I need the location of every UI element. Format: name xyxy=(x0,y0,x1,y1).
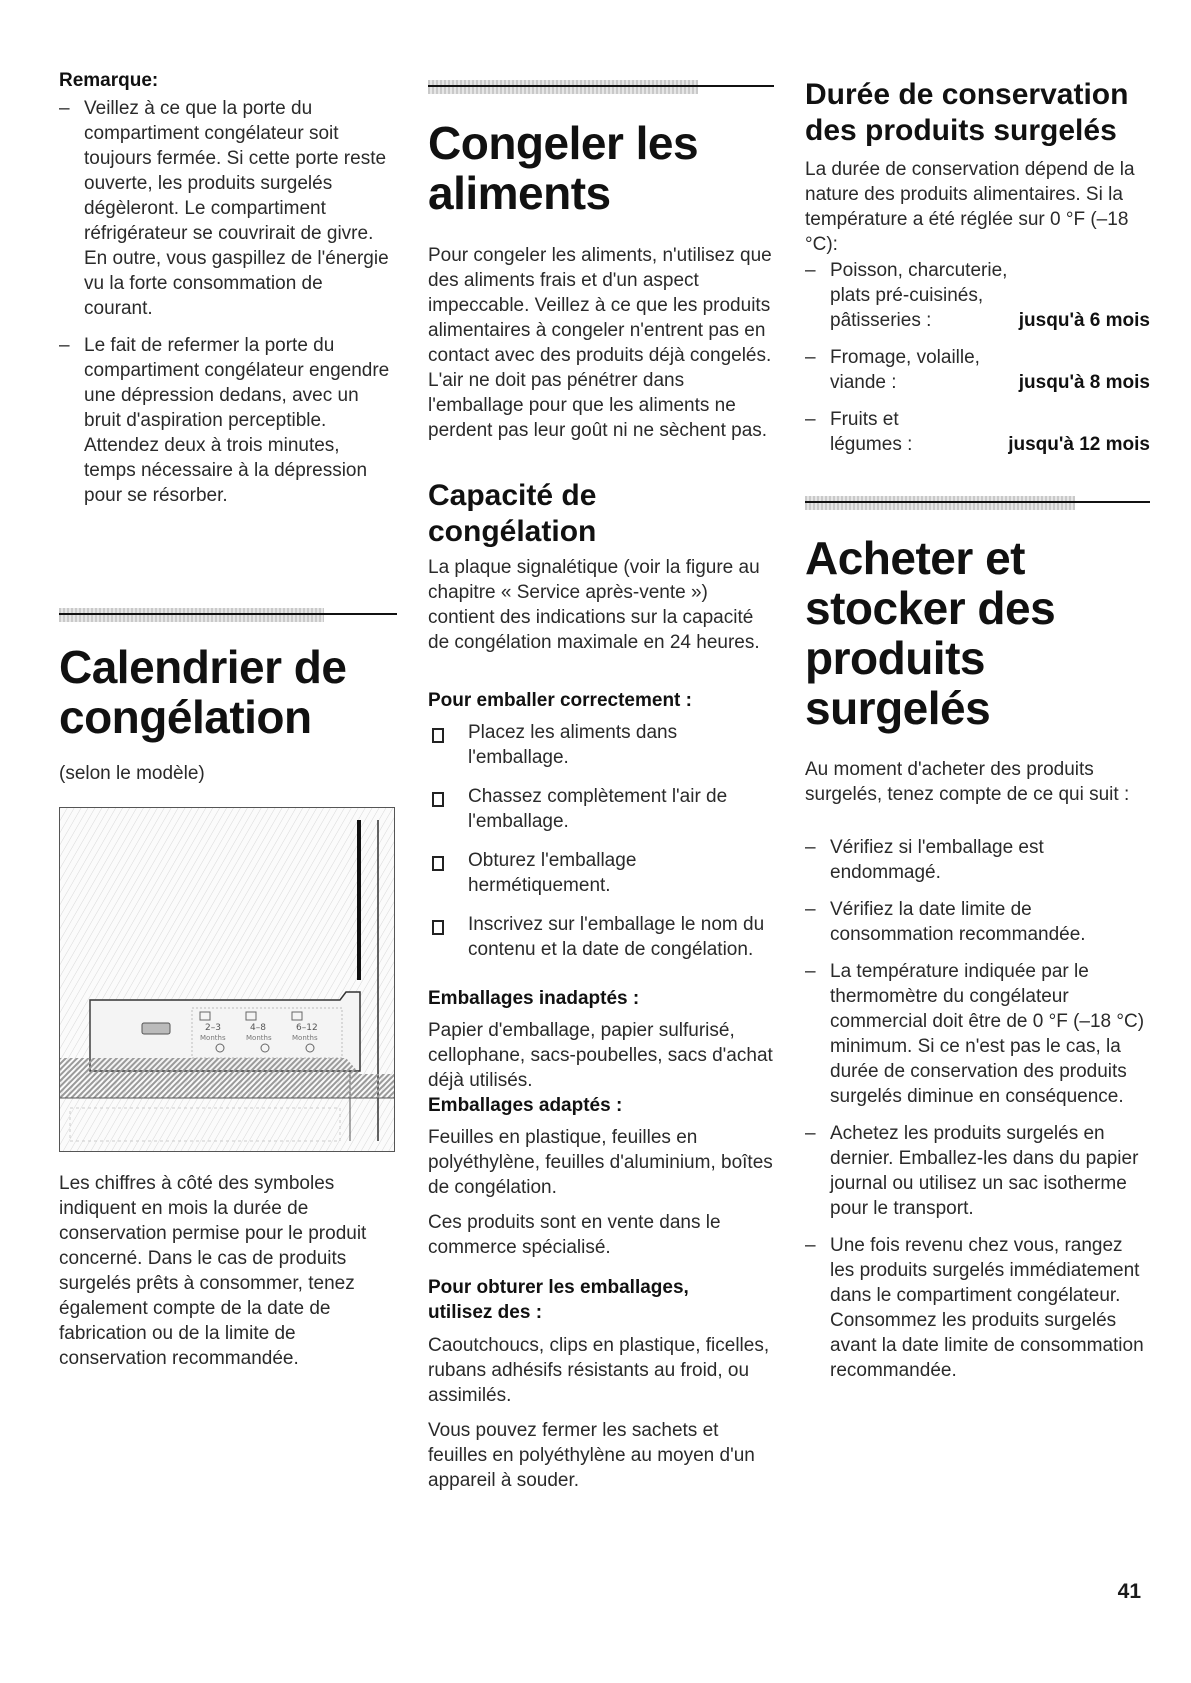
months-unit-2: Months xyxy=(246,1034,272,1042)
list-item xyxy=(428,912,773,962)
list-item: – Vérifiez si l'emballage est endommagé. xyxy=(805,835,1150,885)
list-item: – Le fait de refermer la porte du compartiment congélateur engendre une dépression dedans, avec un bruit d'aspiration perceptible. Attendez deux à trois minutes, temps nécessaire à la dépression pour se résorber. xyxy=(59,333,394,508)
months-label-1: 2–3 xyxy=(205,1023,221,1033)
title-line: surgelés xyxy=(805,682,991,734)
list-item xyxy=(805,407,1150,457)
duration-row xyxy=(830,308,1150,333)
pack-block xyxy=(428,690,773,976)
close-note: Vous pouvez fermer les sachets et feuilles en polyéthylène au moyen d'un appareil à souder. xyxy=(428,1420,755,1491)
close-block xyxy=(428,1275,773,1493)
freezer-door-illustration xyxy=(60,808,395,1152)
title-line: aliments xyxy=(428,167,611,219)
section-rule xyxy=(805,501,1150,503)
food-label: pâtisseries : xyxy=(830,310,932,331)
unsuitable-title: Emballages inadaptés : xyxy=(428,988,640,1009)
months-unit-1: Months xyxy=(200,1034,226,1042)
close-title xyxy=(428,1275,773,1325)
remark-list xyxy=(59,96,394,508)
checkbox-bullet-icon xyxy=(432,792,444,807)
capacity-text: La plaque signalétique (voir la figure au chapitre « Service après-vente ») contient des indications sur la capacité de congélation maximale en 24 heures. xyxy=(428,557,760,653)
checkbox-bullet-icon xyxy=(432,920,444,935)
section-rule-shade xyxy=(805,496,1075,510)
title-line: Acheter et xyxy=(805,532,1025,584)
checkbox-bullet-icon xyxy=(432,728,444,743)
duration-intro: La durée de conservation dépend de la nature des produits alimentaires. Si la température a été réglée sur 0 °F (–18 °C): xyxy=(805,159,1135,255)
duration-title xyxy=(805,77,1150,149)
title-line: des produits surgelés xyxy=(805,114,1117,147)
list-item-text: Placez les aliments dans l'emballage. xyxy=(468,722,678,768)
list-item-text: – Fromage, volaille, xyxy=(830,347,980,368)
title-line: produits xyxy=(805,632,985,684)
duration-row xyxy=(830,432,1150,457)
months-unit-3: Months xyxy=(292,1034,318,1042)
unsuitable-block xyxy=(428,988,773,1093)
suitable-block xyxy=(428,1095,773,1260)
months-label-2: 4–8 xyxy=(250,1023,266,1033)
title-line: Congeler les xyxy=(428,117,699,169)
section-rule xyxy=(59,613,397,615)
checkbox-bullet-icon xyxy=(432,856,444,871)
pack-title: Pour emballer correctement : xyxy=(428,690,692,711)
buy-list xyxy=(805,835,1150,1395)
unsuitable-text: Papier d'emballage, papier sulfurisé, cellophane, sacs-poubelles, sacs d'achat déjà utilisés. xyxy=(428,1020,773,1091)
list-item-text: Obturez l'emballage hermétiquement. xyxy=(468,850,637,896)
list-item: – Vérifiez la date limite de consommation recommandée. xyxy=(805,897,1150,947)
suitable-title: Emballages adaptés : xyxy=(428,1095,623,1116)
list-item-text: plats pré-cuisinés, xyxy=(830,285,984,306)
section-rule xyxy=(428,85,774,87)
title-line: Durée de conservation xyxy=(805,78,1129,111)
freeze-intro: Pour congeler les aliments, n'utilisez que des aliments frais et d'un aspect impeccable. Veillez à ce que les produits alimentaires à congeler n'entrent pas en contact avec des produits déjà congelés. L'air ne doit pas pénétrer dans l'emballage pour que les aliments ne perdent pas leur goût ni ne sèchent pas. xyxy=(428,245,772,441)
list-item: – La température indiquée par le thermomètre du congélateur commercial doit être de 0 °F (–18 °C) minimum. Si ce n'est pas le cas, la durée de conservation des produits surgelés diminue en conséquence. xyxy=(805,959,1150,1109)
duration-value: jusqu'à 6 mois xyxy=(1018,310,1150,331)
calendar-subtitle: (selon le modèle) xyxy=(59,763,205,784)
buy-intro: Au moment d'acheter des produits surgelés, tenez compte de ce qui suit : xyxy=(805,759,1130,805)
duration-list xyxy=(805,258,1150,469)
section-rule-shade xyxy=(428,80,698,94)
calendar-description: Les chiffres à côté des symboles indiquent en mois la durée de conservation permise pour le produit concerné. Dans le cas de produits surgelés prêts à consommer, tenez également compte de la date de fabrication ou de la limite de conservation recommandée. xyxy=(59,1173,367,1369)
title-line: stocker des xyxy=(805,582,1056,634)
list-item xyxy=(428,848,773,898)
capacity-title xyxy=(428,478,773,550)
list-item-text: Chassez complètement l'air de l'emballage. xyxy=(468,786,728,832)
list-item xyxy=(805,345,1150,395)
list-item xyxy=(428,720,773,770)
freeze-title xyxy=(428,118,773,218)
title-line: Capacité de xyxy=(428,479,597,512)
months-label-3: 6–12 xyxy=(296,1023,318,1033)
title-line: congélation xyxy=(428,515,597,548)
list-item xyxy=(805,258,1150,333)
list-item: – Achetez les produits surgelés en dernier. Emballez-les dans du papier journal ou utilisez un sac isotherme pour le transport. xyxy=(805,1121,1150,1221)
list-item-text: – Fruits et xyxy=(830,409,899,430)
food-label: légumes : xyxy=(830,434,913,455)
title-line: utilisez des : xyxy=(428,1302,543,1323)
section-rule-shade xyxy=(59,608,324,622)
buy-title xyxy=(805,533,1150,733)
remark-block xyxy=(59,70,394,520)
duration-value: jusqu'à 8 mois xyxy=(1018,372,1150,393)
page-number: 41 xyxy=(1117,1580,1141,1603)
freezer-calendar-figure xyxy=(59,807,395,1152)
duration-value: jusqu'à 12 mois xyxy=(1008,434,1150,455)
remark-title: Remarque: xyxy=(59,70,159,91)
list-item-text: – Poisson, charcuterie, xyxy=(830,260,1008,281)
suitable-note: Ces produits sont en vente dans le commerce spécialisé. xyxy=(428,1212,721,1258)
title-line: Calendrier de xyxy=(59,641,347,693)
list-item: – Veillez à ce que la porte du compartiment congélateur soit toujours fermée. Si cette porte reste ouverte, les produits surgelés dégèleront. Le compartiment réfrigérateur se couvrirait de givre. En outre, vous gaspillez de l'énergie vu la forte consommation de courant. xyxy=(59,96,394,321)
pack-list xyxy=(428,720,773,962)
duration-row xyxy=(830,370,1150,395)
list-item: – Une fois revenu chez vous, rangez les produits surgelés immédiatement dans le compartiment congélateur. Consommez les produits surgelés avant la date limite de consommation recommandée. xyxy=(805,1233,1150,1383)
list-item xyxy=(428,784,773,834)
title-line: Pour obturer les emballages, xyxy=(428,1277,689,1298)
close-text: Caoutchoucs, clips en plastique, ficelles, rubans adhésifs résistants au froid, ou assimilés. xyxy=(428,1335,770,1406)
suitable-text: Feuilles en plastique, feuilles en polyéthylène, feuilles d'aluminium, boîtes de congélation. xyxy=(428,1127,773,1198)
title-line: congélation xyxy=(59,691,312,743)
list-item-text: Inscrivez sur l'emballage le nom du contenu et la date de congélation. xyxy=(468,914,765,960)
calendar-title xyxy=(59,642,399,742)
food-label: viande : xyxy=(830,372,897,393)
